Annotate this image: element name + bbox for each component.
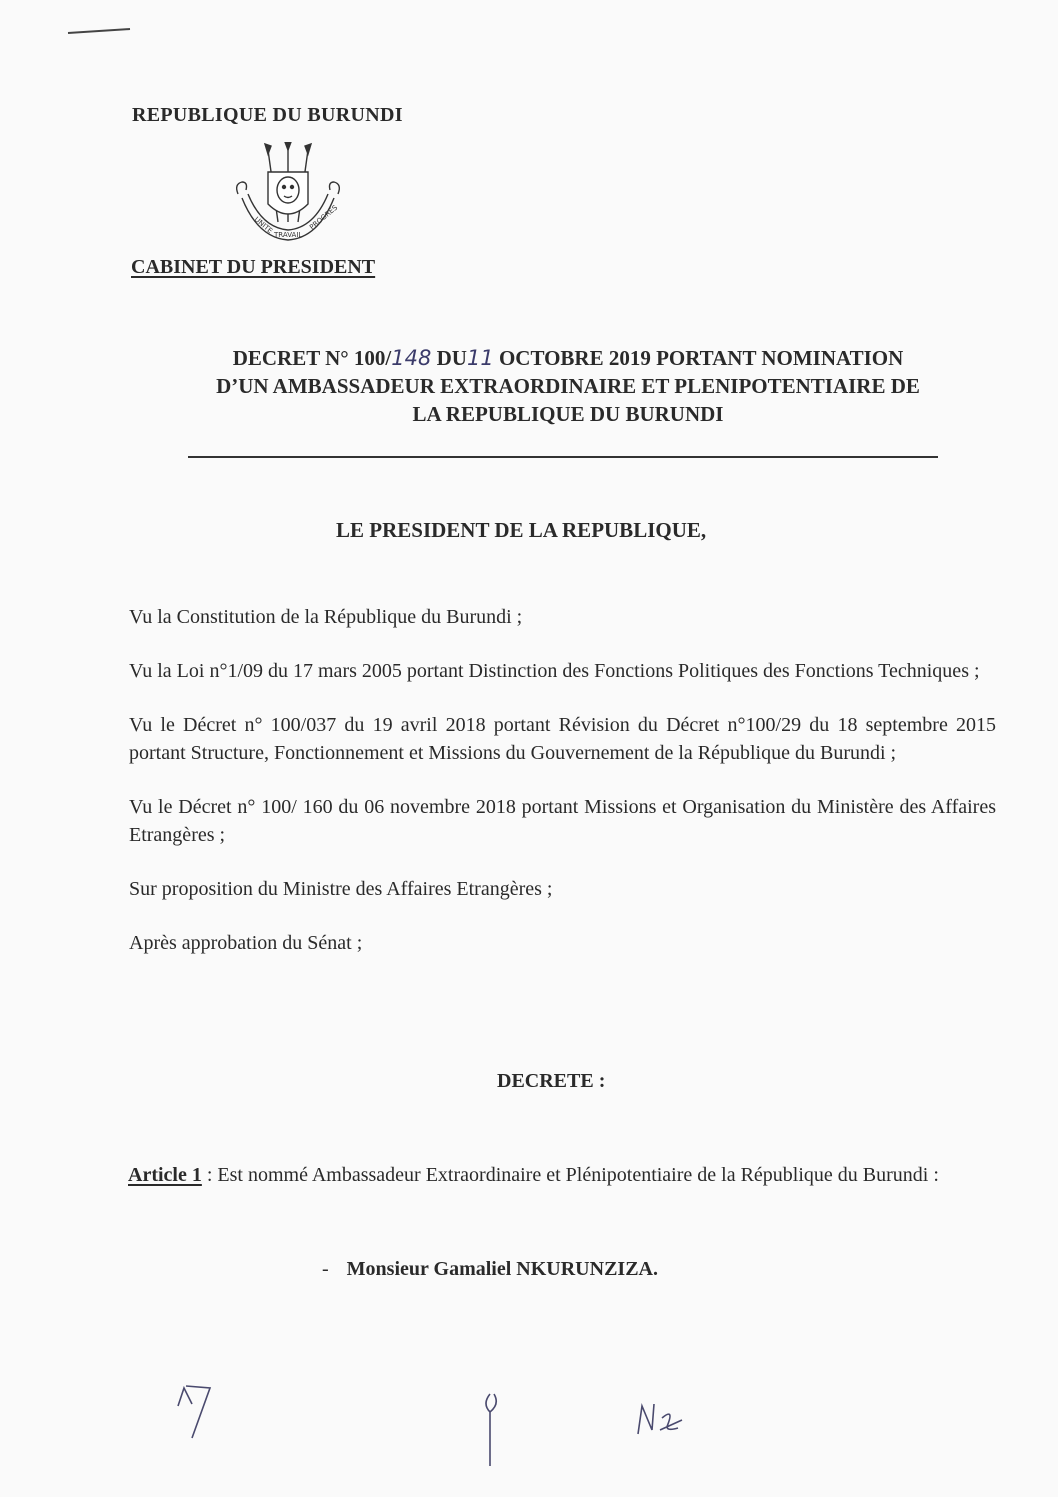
decree-title xyxy=(118,344,1018,428)
scan-mark xyxy=(66,26,132,36)
handwritten-initial-2 xyxy=(478,1390,508,1470)
article-1-text: : Est nommé Ambassadeur Extraordinaire et Plénipotentiaire de la République du Burundi : xyxy=(206,1164,939,1186)
nominee-name: Monsieur Gamaliel NKURUNZIZA. xyxy=(346,1258,658,1280)
decree-du: DU xyxy=(436,346,467,370)
svg-text:TRAVAIL: TRAVAIL xyxy=(274,231,303,239)
article-1 xyxy=(128,1161,996,1189)
handwritten-decree-day: 11 xyxy=(466,346,494,370)
visa-paragraph: Sur proposition du Ministre des Affaires Etrangères ; xyxy=(129,878,553,900)
handwritten-initial-3 xyxy=(634,1400,688,1438)
visa-paragraph: Vu le Décret n° 100/037 du 19 avril 2018 portant Révision du Décret n°100/29 du 18 septembre 2015 portant Structure, Fonctionnement et Missions du Gouvernement de la République du Burundi ; xyxy=(129,714,996,764)
visa-paragraph: Vu le Décret n° 100/ 160 du 06 novembre 2018 portant Missions et Organisation du Ministère des Affaires Etrangères ; xyxy=(129,796,996,846)
president-heading: LE PRESIDENT DE LA REPUBLIQUE, xyxy=(336,518,707,542)
visa-paragraph: Vu la Constitution de la République du Burundi ; xyxy=(129,606,523,628)
handwritten-decree-number: 148 xyxy=(391,346,432,370)
country-heading: REPUBLIQUE DU BURUNDI xyxy=(132,104,403,126)
visa-paragraph: Vu la Loi n°1/09 du 17 mars 2005 portant Distinction des Fonctions Politiques des Fonctions Techniques ; xyxy=(129,660,980,682)
decree-prefix: DECRET N° 100/ xyxy=(232,346,392,370)
decrete-heading: DECRETE : xyxy=(497,1070,606,1092)
burundi-coat-of-arms-icon xyxy=(228,142,348,254)
decree-title-line-2: D’UN AMBASSADEUR EXTRAORDINAIRE ET PLENIPOTENTIAIRE DE xyxy=(216,374,920,398)
visa-paragraph: Après approbation du Sénat ; xyxy=(129,932,363,954)
article-1-body xyxy=(128,1161,996,1189)
decree-title-line-1-rest: OCTOBRE 2019 PORTANT NOMINATION xyxy=(498,346,904,370)
title-divider xyxy=(188,456,938,458)
svg-text:PROGRES: PROGRES xyxy=(308,203,340,232)
decree-title-line-3: LA REPUBLIQUE DU BURUNDI xyxy=(412,402,724,426)
decree-title-line-1 xyxy=(118,344,1018,372)
article-1-label: Article 1 xyxy=(128,1164,202,1186)
nominee-dash: - xyxy=(322,1258,329,1280)
visas-section xyxy=(129,603,996,983)
svg-text:UNITE: UNITE xyxy=(252,215,275,236)
handwritten-initial-1 xyxy=(172,1382,228,1442)
cabinet-heading: CABINET DU PRESIDENT xyxy=(131,256,376,278)
nominee-line xyxy=(322,1258,658,1281)
